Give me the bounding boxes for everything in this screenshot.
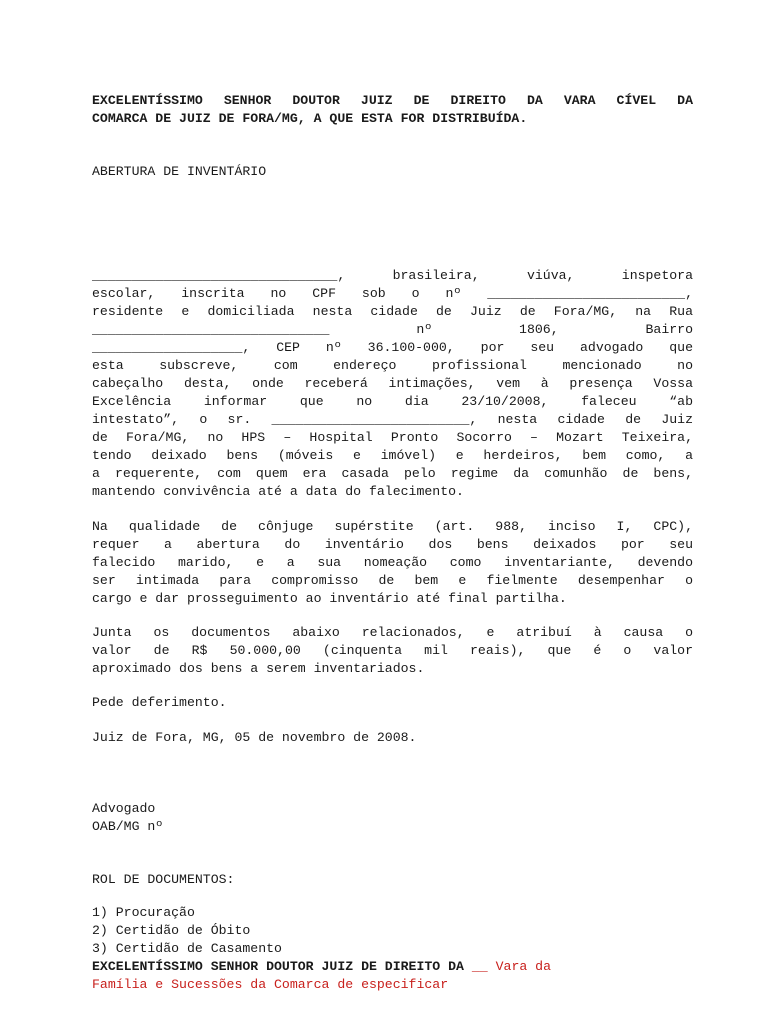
para2-line: requer a abertura do inventário dos bens deixados por seu bbox=[92, 537, 693, 552]
para1-line: ___________________, CEP nº 36.100-000, por seu advogado que bbox=[92, 340, 693, 355]
documents-title: ROL DE DOCUMENTOS: bbox=[92, 872, 235, 887]
signature-oab: OAB/MG nº bbox=[92, 819, 164, 834]
header-line-1: EXCELENTÍSSIMO SENHOR DOUTOR JUIZ DE DIREITO DA VARA CÍVEL DA bbox=[92, 93, 693, 108]
para1-line: tendo deixado bens (móveis e imóvel) e herdeiros, bem como, a bbox=[92, 448, 693, 463]
footer-bold-text: EXCELENTÍSSIMO SENHOR DOUTOR JUIZ DE DIREITO DA bbox=[92, 959, 472, 974]
para3-line: Junta os documentos abaixo relacionados, e atribuí à causa o bbox=[92, 625, 693, 640]
para2-line: cargo e dar prosseguimento ao inventário até final partilha. bbox=[92, 591, 567, 606]
subject-title: ABERTURA DE INVENTÁRIO bbox=[92, 164, 267, 179]
para1-line: Excelência informar que no dia 23/10/2008, faleceu “ab bbox=[92, 394, 693, 409]
para1-line: residente e domiciliada nesta cidade de Juiz de Fora/MG, na Rua bbox=[92, 304, 693, 319]
para1-line: a requerente, com quem era casada pelo regime da comunhão de bens, bbox=[92, 466, 693, 481]
para2-line: ser intimada para compromisso de bem e fielmente desempenhar o bbox=[92, 573, 693, 588]
place-date: Juiz de Fora, MG, 05 de novembro de 2008. bbox=[92, 730, 417, 745]
para1-line: ______________________________ nº 1806, Bairro bbox=[92, 322, 693, 337]
header-line-2: COMARCA DE JUIZ DE FORA/MG, A QUE ESTA FOR DISTRIBUÍDA. bbox=[92, 111, 528, 126]
para3-line: aproximado dos bens a serem inventariados. bbox=[92, 661, 425, 676]
footer-red-text: __ Vara da bbox=[471, 959, 552, 974]
para1-line: esta subscreve, com endereço profissional mencionado no bbox=[92, 358, 693, 373]
document-item: 3) Certidão de Casamento bbox=[92, 941, 282, 956]
signature-role: Advogado bbox=[92, 801, 156, 816]
para1-line: mantendo convivência até a data do falecimento. bbox=[92, 484, 464, 499]
footer-heading-line-1 bbox=[92, 958, 693, 976]
para1-line: escolar, inscrita no CPF sob o nº _________________________, bbox=[92, 286, 693, 301]
para3-line: valor de R$ 50.000,00 (cinquenta mil reais), que é o valor bbox=[92, 643, 693, 658]
footer-heading-line-2: Família e Sucessões da Comarca de especificar bbox=[92, 977, 449, 992]
closing-text: Pede deferimento. bbox=[92, 695, 227, 710]
para1-line: de Fora/MG, no HPS – Hospital Pronto Socorro – Mozart Teixeira, bbox=[92, 430, 693, 445]
para1-line: cabeçalho desta, onde receberá intimações, vem à presença Vossa bbox=[92, 376, 693, 391]
para2-line: falecido marido, e a sua nomeação como inventariante, devendo bbox=[92, 555, 693, 570]
document-item: 1) Procuração bbox=[92, 905, 195, 920]
para1-line: intestato”, o sr. _________________________, nesta cidade de Juiz bbox=[92, 412, 693, 427]
document-item: 2) Certidão de Óbito bbox=[92, 923, 251, 938]
para2-line: Na qualidade de cônjuge supérstite (art. 988, inciso I, CPC), bbox=[92, 519, 693, 534]
para1-line: _______________________________, brasileira, viúva, inspetora bbox=[92, 268, 693, 283]
